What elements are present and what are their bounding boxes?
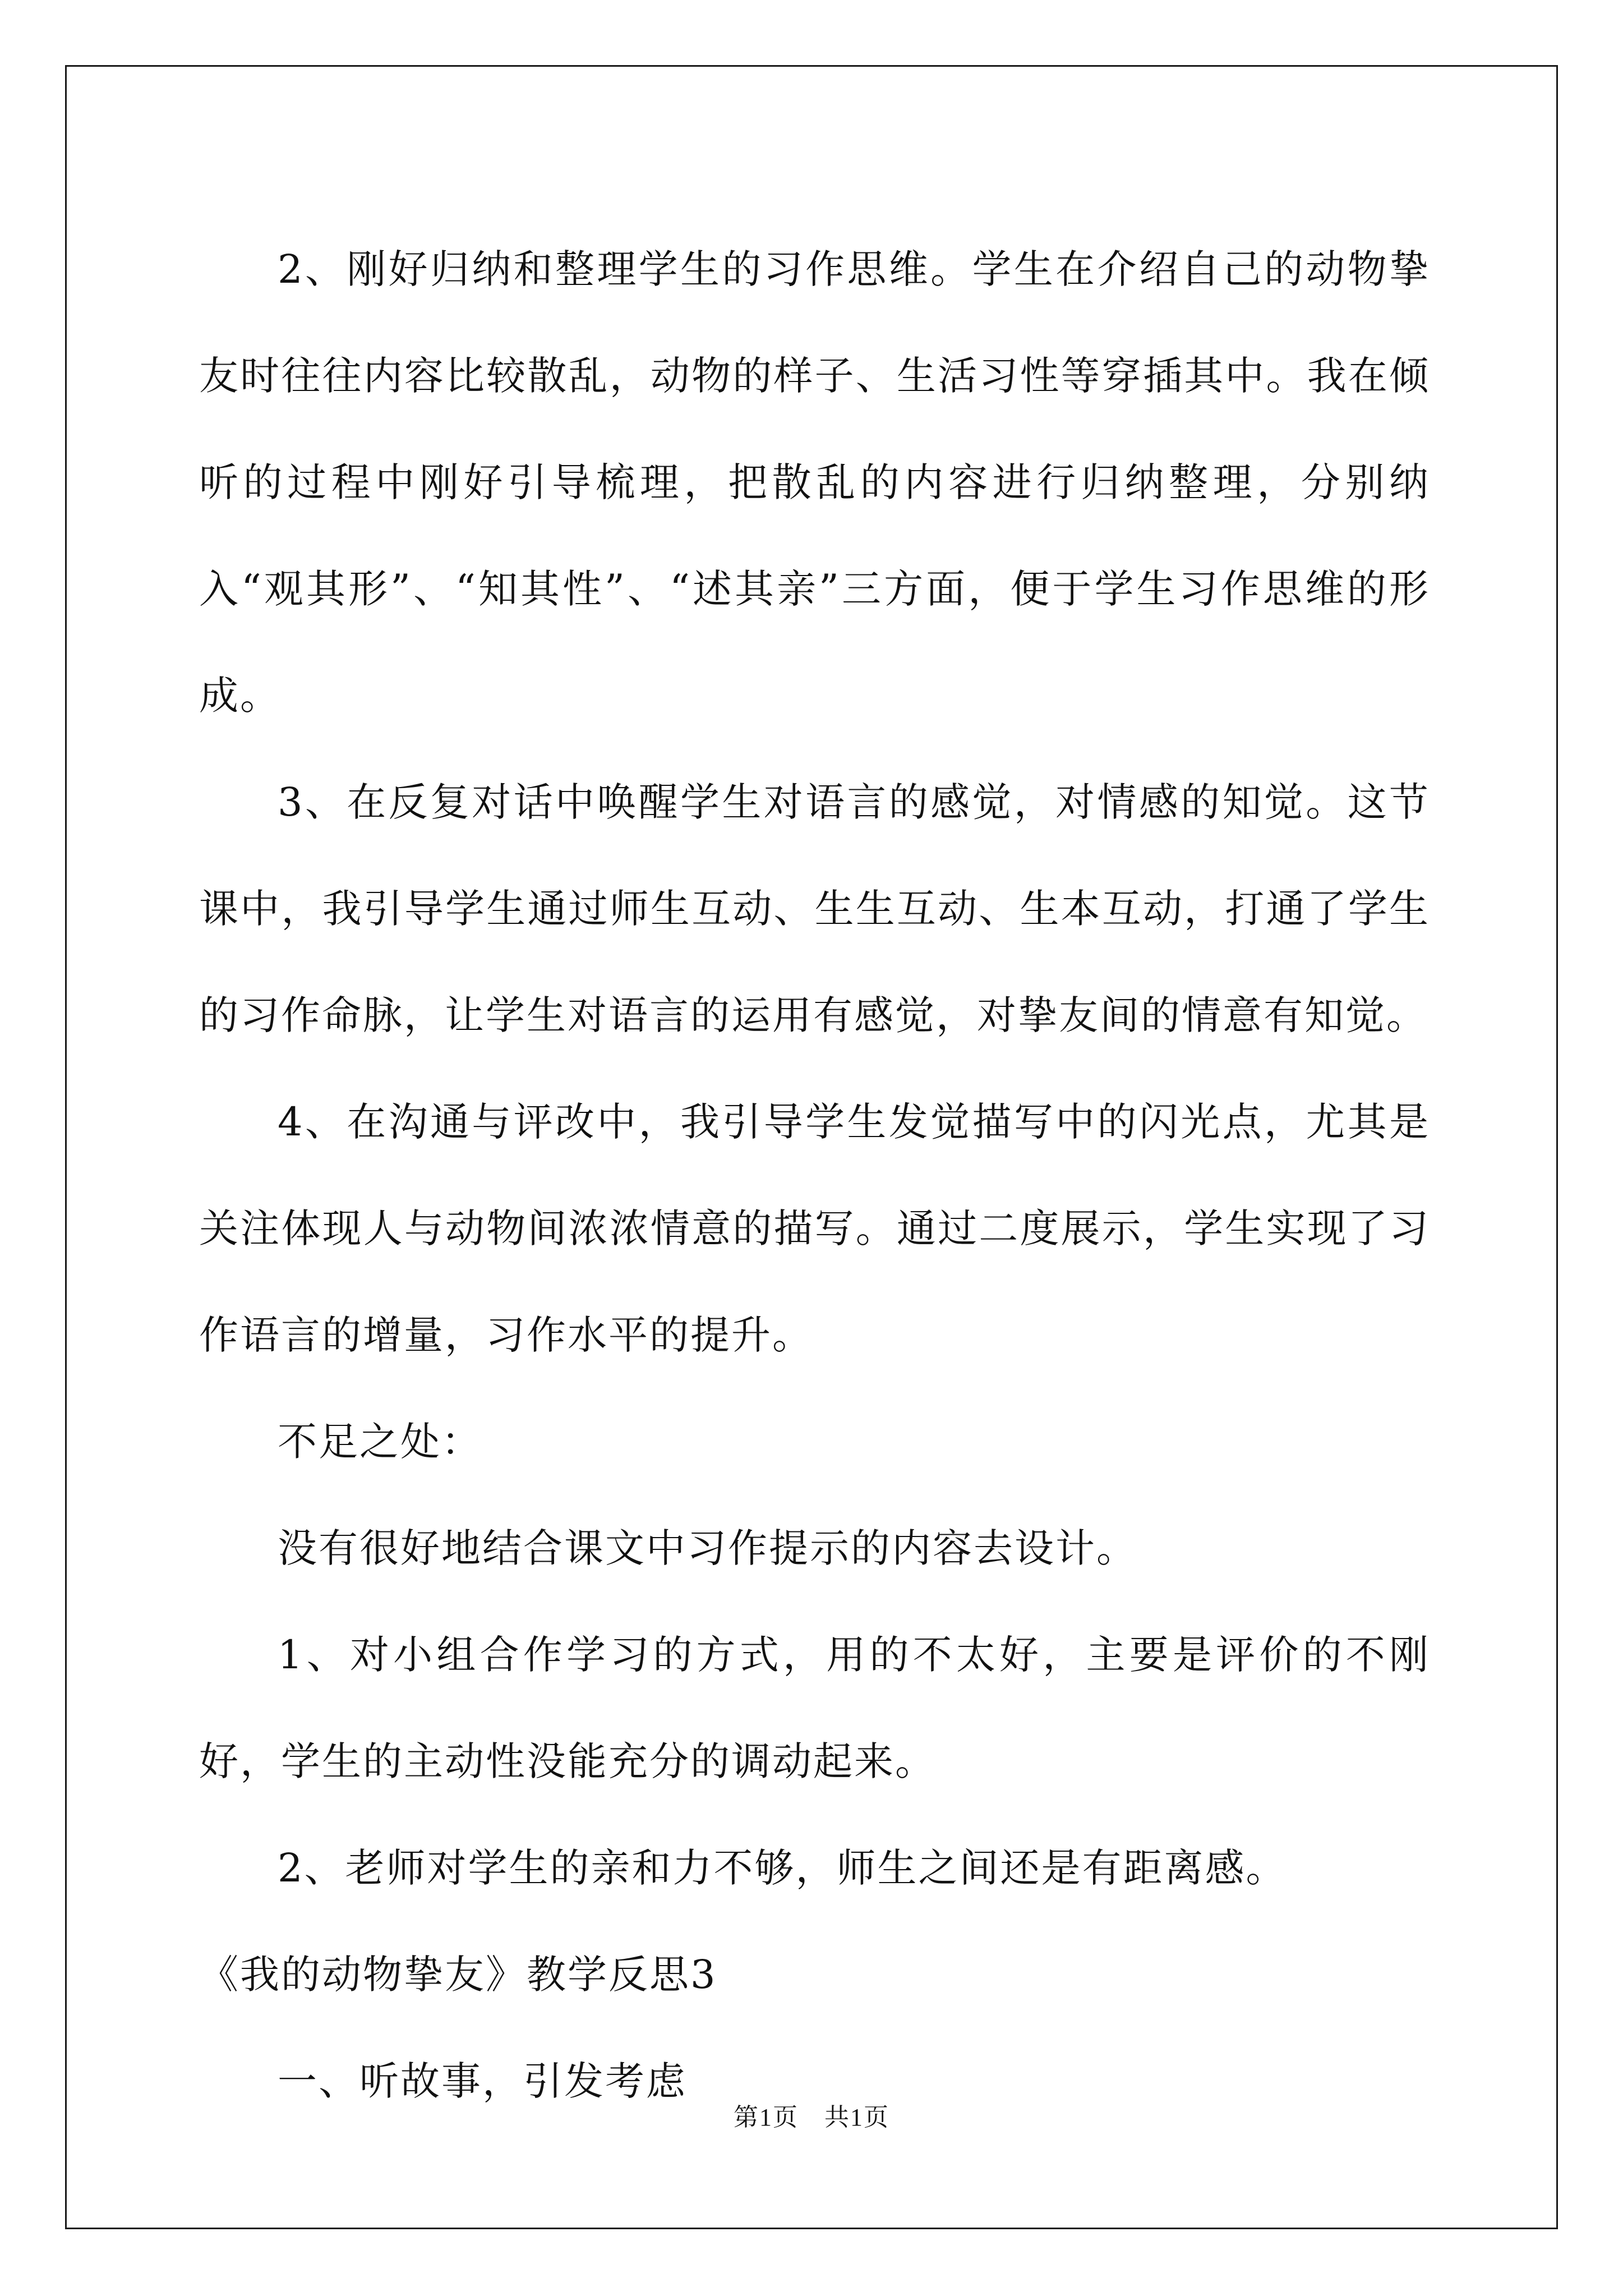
document-body: [199, 216, 1430, 2134]
paragraph-section-step-1: 一、听故事，引发考虑: [278, 2058, 687, 2104]
paragraph-shortcoming-2: 2、老师对学生的亲和力不够，师生之间还是有距离感。: [278, 1845, 1287, 1891]
page-number: 第1页 共1页: [734, 2104, 889, 2131]
paragraph-shortcoming-1: 1、对小组合作学习的方式，用的不太好，主要是评价的不刚好，学生的主动性没能充分的调动起来。: [199, 1632, 1430, 1784]
paragraph-summary-4: 4、在沟通与评改中，我引导学生发觉描写中的闪光点，尤其是关注体现人与动物间浓浓情意的描写。通过二度展示，学生实现了习作语言的增量，习作水平的提升。: [199, 1099, 1430, 1358]
paragraph-summary-3: 3、在反复对话中唤醒学生对语言的感觉，对情感的知觉。这节课中，我引导学生通过师生互动、生生互动、生本互动，打通了学生的习作命脉，让学生对语言的运用有感觉，对挚友间的情意有知觉。: [199, 779, 1430, 1038]
section-title: 《我的动物挚友》教学反思3: [199, 1952, 717, 1998]
paragraph-shortcomings-intro: 没有很好地结合课文中习作提示的内容去设计。: [278, 1525, 1137, 1571]
paragraph-shortcomings-heading: 不足之处：: [278, 1419, 482, 1465]
paragraph-summary-2: 2、刚好归纳和整理学生的习作思维。学生在介绍自己的动物挚友时往往内容比较散乱，动物的样子、生活习性等穿插其中。我在倾听的过程中刚好引导梳理，把散乱的内容进行归纳整理，分别纳入“观其形”、“知其性”、“述其亲”三方面，便于学生习作思维的形成。: [199, 246, 1430, 719]
